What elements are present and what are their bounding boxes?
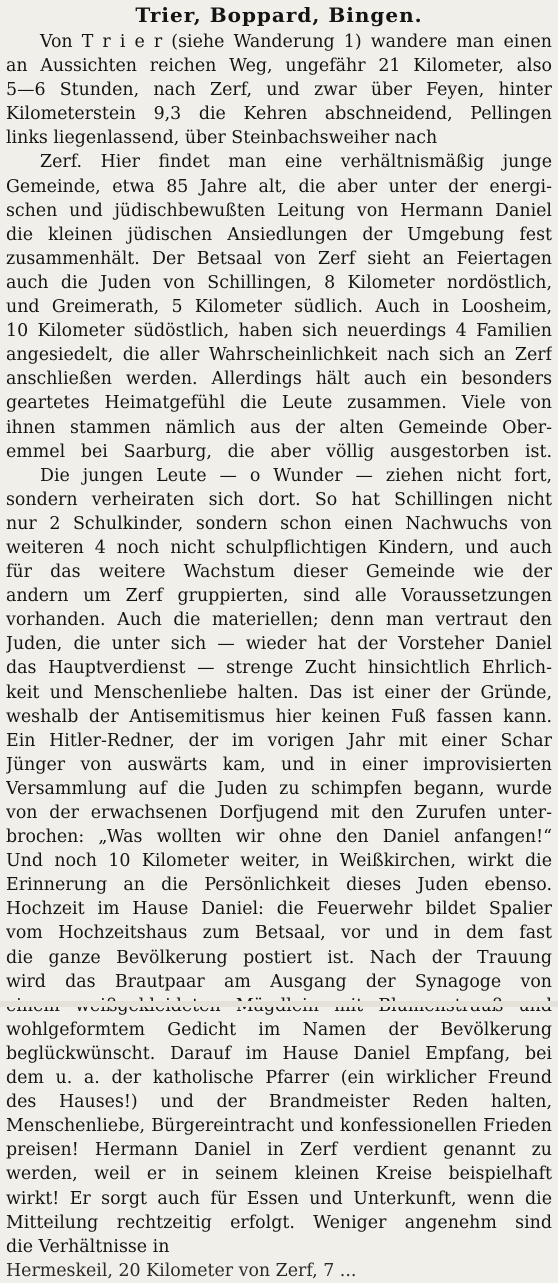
- text-line: auch die Juden von Schillingen, 8 Kilometer nordöstlich,: [6, 272, 552, 293]
- text-line: sondern verheiraten sich dort. So hat Schillingen nicht: [6, 489, 552, 510]
- text-line: des Hauses!) und der Brandmeister Reden halten,: [6, 1092, 552, 1113]
- text-line: Juden, die unter sich — wieder hat der Vorsteher Daniel: [6, 634, 552, 655]
- text-line: beglückwünscht. Darauf im Hause Daniel Empfang, bei: [6, 1043, 552, 1064]
- text-line: anschließen werden. Allerdings hält auch ein besonders: [6, 369, 552, 390]
- text-line: Von T r i e r (siehe Wanderung 1) wandere man einen: [40, 32, 552, 52]
- text-line: die Verhältnisse in: [6, 1236, 170, 1257]
- text-line: die kleinen jüdischen Ansiedlungen der Umgebung fest: [6, 224, 552, 245]
- text-line: links liegenlassend, über Steinbachsweiher nach: [6, 128, 438, 149]
- text-line: andern um Zerf gruppierten, sind alle Voraussetzungen: [6, 586, 552, 607]
- clipping-bottom-edge: [0, 1001, 558, 1007]
- text-line: zusammenhält. Der Betsaal von Zerf sieht an Feiertagen: [6, 248, 552, 269]
- text-line: keit und Menschenliebe halten. Das ist einer der Gründe,: [6, 682, 552, 703]
- text-line: angesiedelt, die aller Wahrscheinlichkeit nach sich an Zerf: [6, 345, 552, 366]
- text-line: Und noch 10 Kilometer weiter, in Weißkirchen, wirkt die: [6, 851, 552, 872]
- text-line: an Aussichten reichen Weg, ungefähr 21 Kilometer, also: [6, 56, 552, 77]
- text-line: 10 Kilometer südöstlich, haben sich neuerdings 4 Familien: [6, 321, 552, 342]
- text-line: Zerf. Hier findet man eine verhältnismäßig junge: [40, 152, 552, 173]
- text-line: nur 2 Schulkinder, sondern schon einen Nachwuchs von: [6, 513, 552, 534]
- text-line: weiteren 4 noch nicht schulpflichtigen Kindern, und auch: [6, 537, 552, 558]
- text-line: Kilometerstein 9,3 die Kehren abschneidend, Pellingen: [6, 104, 552, 125]
- text-line: Die jungen Leute — o Wunder — ziehen nicht fort,: [40, 465, 552, 486]
- text-line: wohlgeformtem Gedicht im Namen der Bevölkerung: [6, 1019, 552, 1040]
- text-line: Ein Hitler-Redner, der im vorigen Jahr mit einer Schar: [6, 730, 552, 751]
- article-title: Trier, Boppard, Bingen.: [135, 3, 423, 27]
- text-line: Hochzeit im Hause Daniel: die Feuerwehr bildet Spalier: [6, 899, 552, 920]
- text-line: für das weitere Wachstum dieser Gemeinde wie der: [6, 562, 552, 583]
- text-line: dem u. a. der katholische Pfarrer (ein wirklicher Freund: [6, 1068, 552, 1089]
- text-line: von der erwachsenen Dorfjugend mit den Zurufen unter-: [6, 803, 552, 823]
- text-line: preisen! Hermann Daniel in Zerf verdient genannt zu: [6, 1140, 552, 1161]
- cut-off-line: Hermeskeil, 20 Kilometer von Zerf, 7 ...: [6, 1260, 357, 1281]
- text-line: das Hauptverdienst — strenge Zucht hinsichtlich Ehrlich-: [6, 658, 552, 679]
- text-line: 5—6 Stunden, nach Zerf, und zwar über Feyen, hinter: [6, 80, 552, 101]
- text-line: Jünger von auswärts kam, und in einer improvisierten: [6, 754, 552, 775]
- text-line: emmel bei Saarburg, die aber völlig ausgestorben ist.: [6, 441, 552, 462]
- text-line: schen und jüdischbewußten Leitung von Hermann Daniel: [6, 200, 552, 221]
- text-line: Erinnerung an die Persönlichkeit dieses Juden ebenso.: [6, 875, 552, 896]
- text-line: wird das Brautpaar am Ausgang der Synagoge von: [6, 971, 552, 992]
- text-line: vorhanden. Auch die materiellen; denn man vertraut den: [6, 610, 552, 631]
- text-line: werden, weil er in seinem kleinen Kreise beispielhaft: [6, 1164, 552, 1185]
- text-line: die ganze Bevölkerung postiert ist. Nach der Trauung: [6, 947, 552, 968]
- text-line: und Greimerath, 5 Kilometer südlich. Auch in Loosheim,: [6, 297, 552, 318]
- text-line: brochen: „Was wollten wir ohne den Daniel anfangen!“: [6, 827, 552, 848]
- text-line: ihnen stammen nämlich aus der alten Gemeinde Ober-: [6, 417, 552, 438]
- text-line: wirkt! Er sorgt auch für Essen und Unterkunft, wenn die: [6, 1188, 552, 1209]
- article-body: [6, 30, 552, 1283]
- text-line: Menschenliebe, Bürgereintracht und konfessionellen Frieden: [6, 1116, 552, 1137]
- text-line: vom Hochzeitshaus zum Betsaal, vor und in dem fast: [6, 923, 552, 944]
- text-line: weshalb der Antisemitismus hier keinen Fuß fassen kann.: [6, 706, 552, 727]
- text-line: Mitteilung rechtzeitig erfolgt. Weniger angenehm sind: [6, 1212, 552, 1233]
- text-line: geartetes Heimatgefühl die Leute zusammen. Viele von: [6, 393, 552, 414]
- text-line: Gemeinde, etwa 85 Jahre alt, die aber unter der energi-: [6, 176, 552, 197]
- text-line: Versammlung auf die Juden zu schimpfen begann, wurde: [6, 778, 552, 799]
